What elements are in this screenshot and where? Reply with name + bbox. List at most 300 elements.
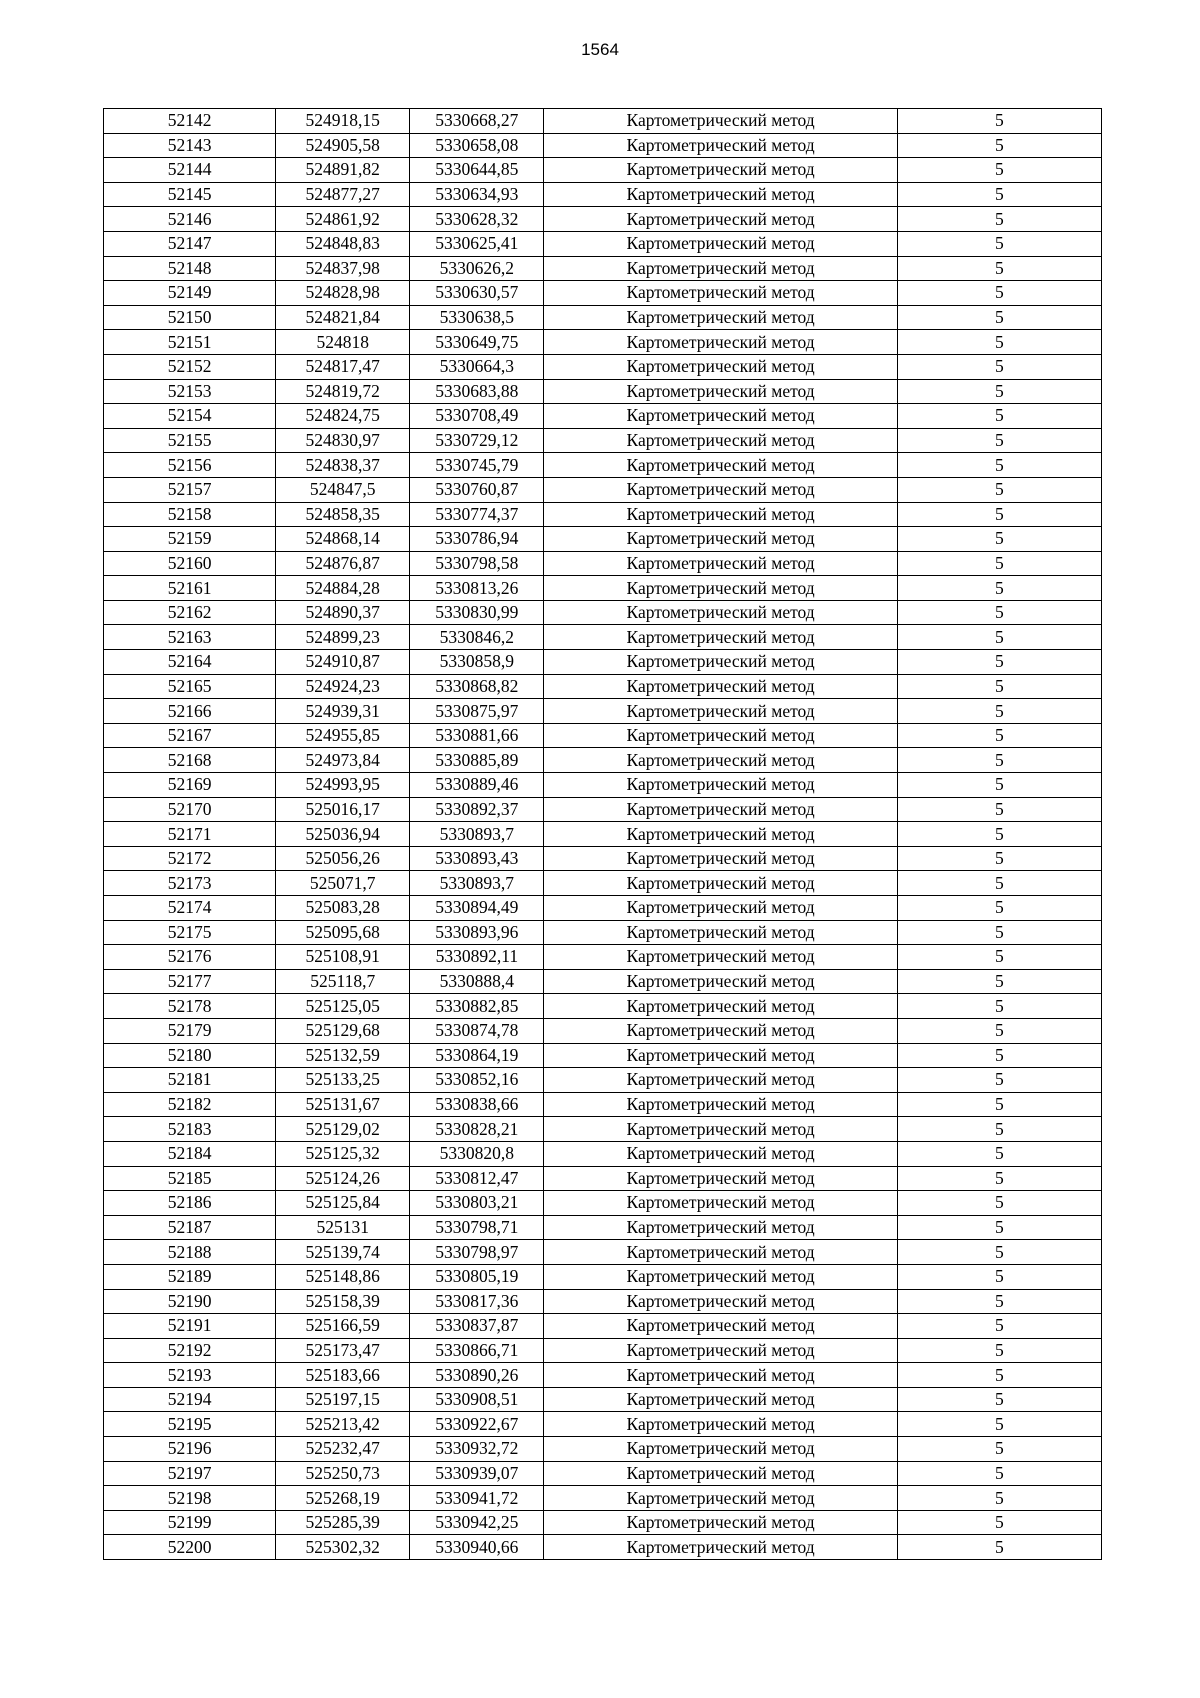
method-cell: Картометрический метод bbox=[544, 1486, 897, 1511]
table-row bbox=[104, 846, 1102, 871]
table-row bbox=[104, 1461, 1102, 1486]
point-number-cell: 52147 bbox=[104, 231, 276, 256]
accuracy-cell: 5 bbox=[897, 453, 1101, 478]
x-coordinate-cell: 524824,75 bbox=[276, 404, 410, 429]
x-coordinate-cell: 524817,47 bbox=[276, 354, 410, 379]
accuracy-cell: 5 bbox=[897, 428, 1101, 453]
point-number-cell: 52157 bbox=[104, 477, 276, 502]
method-cell: Картометрический метод bbox=[544, 502, 897, 527]
y-coordinate-cell: 5330798,97 bbox=[410, 1240, 544, 1265]
x-coordinate-cell: 524890,37 bbox=[276, 600, 410, 625]
point-number-cell: 52194 bbox=[104, 1387, 276, 1412]
accuracy-cell: 5 bbox=[897, 1068, 1101, 1093]
accuracy-cell: 5 bbox=[897, 1289, 1101, 1314]
point-number-cell: 52181 bbox=[104, 1068, 276, 1093]
accuracy-cell: 5 bbox=[897, 1018, 1101, 1043]
y-coordinate-cell: 5330888,4 bbox=[410, 969, 544, 994]
y-coordinate-cell: 5330846,2 bbox=[410, 625, 544, 650]
point-number-cell: 52182 bbox=[104, 1092, 276, 1117]
method-cell: Картометрический метод bbox=[544, 182, 897, 207]
accuracy-cell: 5 bbox=[897, 1363, 1101, 1388]
y-coordinate-cell: 5330894,49 bbox=[410, 896, 544, 921]
accuracy-cell: 5 bbox=[897, 625, 1101, 650]
y-coordinate-cell: 5330866,71 bbox=[410, 1338, 544, 1363]
accuracy-cell: 5 bbox=[897, 379, 1101, 404]
table-row bbox=[104, 945, 1102, 970]
method-cell: Картометрический метод bbox=[544, 1289, 897, 1314]
table-row bbox=[104, 1166, 1102, 1191]
y-coordinate-cell: 5330798,71 bbox=[410, 1215, 544, 1240]
y-coordinate-cell: 5330668,27 bbox=[410, 109, 544, 134]
table-row bbox=[104, 723, 1102, 748]
table-row bbox=[104, 428, 1102, 453]
point-number-cell: 52178 bbox=[104, 994, 276, 1019]
table-row bbox=[104, 773, 1102, 798]
x-coordinate-cell: 524891,82 bbox=[276, 158, 410, 183]
point-number-cell: 52196 bbox=[104, 1437, 276, 1462]
x-coordinate-cell: 525139,74 bbox=[276, 1240, 410, 1265]
x-coordinate-cell: 524830,97 bbox=[276, 428, 410, 453]
method-cell: Картометрический метод bbox=[544, 477, 897, 502]
table-row bbox=[104, 1240, 1102, 1265]
x-coordinate-cell: 524877,27 bbox=[276, 182, 410, 207]
table-row bbox=[104, 158, 1102, 183]
accuracy-cell: 5 bbox=[897, 1141, 1101, 1166]
method-cell: Картометрический метод bbox=[544, 207, 897, 232]
method-cell: Картометрический метод bbox=[544, 1264, 897, 1289]
y-coordinate-cell: 5330745,79 bbox=[410, 453, 544, 478]
table-row bbox=[104, 551, 1102, 576]
method-cell: Картометрический метод bbox=[544, 1535, 897, 1560]
method-cell: Картометрический метод bbox=[544, 133, 897, 158]
point-number-cell: 52151 bbox=[104, 330, 276, 355]
method-cell: Картометрический метод bbox=[544, 1068, 897, 1093]
point-number-cell: 52150 bbox=[104, 305, 276, 330]
table-row bbox=[104, 256, 1102, 281]
y-coordinate-cell: 5330885,89 bbox=[410, 748, 544, 773]
y-coordinate-cell: 5330941,72 bbox=[410, 1486, 544, 1511]
point-number-cell: 52190 bbox=[104, 1289, 276, 1314]
method-cell: Картометрический метод bbox=[544, 1043, 897, 1068]
accuracy-cell: 5 bbox=[897, 896, 1101, 921]
y-coordinate-cell: 5330625,41 bbox=[410, 231, 544, 256]
method-cell: Картометрический метод bbox=[544, 1412, 897, 1437]
accuracy-cell: 5 bbox=[897, 699, 1101, 724]
method-cell: Картометрический метод bbox=[544, 330, 897, 355]
table-row bbox=[104, 969, 1102, 994]
method-cell: Картометрический метод bbox=[544, 797, 897, 822]
table-row bbox=[104, 1092, 1102, 1117]
x-coordinate-cell: 525232,47 bbox=[276, 1437, 410, 1462]
y-coordinate-cell: 5330858,9 bbox=[410, 650, 544, 675]
y-coordinate-cell: 5330817,36 bbox=[410, 1289, 544, 1314]
point-number-cell: 52176 bbox=[104, 945, 276, 970]
x-coordinate-cell: 525133,25 bbox=[276, 1068, 410, 1093]
method-cell: Картометрический метод bbox=[544, 773, 897, 798]
x-coordinate-cell: 525302,32 bbox=[276, 1535, 410, 1560]
x-coordinate-cell: 524918,15 bbox=[276, 109, 410, 134]
accuracy-cell: 5 bbox=[897, 650, 1101, 675]
accuracy-cell: 5 bbox=[897, 281, 1101, 306]
y-coordinate-cell: 5330893,43 bbox=[410, 846, 544, 871]
method-cell: Картометрический метод bbox=[544, 1141, 897, 1166]
accuracy-cell: 5 bbox=[897, 1166, 1101, 1191]
y-coordinate-cell: 5330786,94 bbox=[410, 527, 544, 552]
accuracy-cell: 5 bbox=[897, 797, 1101, 822]
point-number-cell: 52171 bbox=[104, 822, 276, 847]
accuracy-cell: 5 bbox=[897, 133, 1101, 158]
x-coordinate-cell: 524876,87 bbox=[276, 551, 410, 576]
point-number-cell: 52189 bbox=[104, 1264, 276, 1289]
y-coordinate-cell: 5330813,26 bbox=[410, 576, 544, 601]
point-number-cell: 52192 bbox=[104, 1338, 276, 1363]
table-row bbox=[104, 1117, 1102, 1142]
table-row bbox=[104, 1363, 1102, 1388]
table-row bbox=[104, 182, 1102, 207]
point-number-cell: 52170 bbox=[104, 797, 276, 822]
accuracy-cell: 5 bbox=[897, 1461, 1101, 1486]
method-cell: Картометрический метод bbox=[544, 871, 897, 896]
y-coordinate-cell: 5330634,93 bbox=[410, 182, 544, 207]
point-number-cell: 52163 bbox=[104, 625, 276, 650]
x-coordinate-cell: 525108,91 bbox=[276, 945, 410, 970]
x-coordinate-cell: 525129,02 bbox=[276, 1117, 410, 1142]
method-cell: Картометрический метод bbox=[544, 1314, 897, 1339]
point-number-cell: 52153 bbox=[104, 379, 276, 404]
accuracy-cell: 5 bbox=[897, 1117, 1101, 1142]
method-cell: Картометрический метод bbox=[544, 846, 897, 871]
coordinates-table bbox=[103, 108, 1102, 1560]
x-coordinate-cell: 525268,19 bbox=[276, 1486, 410, 1511]
y-coordinate-cell: 5330708,49 bbox=[410, 404, 544, 429]
accuracy-cell: 5 bbox=[897, 1264, 1101, 1289]
y-coordinate-cell: 5330889,46 bbox=[410, 773, 544, 798]
point-number-cell: 52144 bbox=[104, 158, 276, 183]
point-number-cell: 52195 bbox=[104, 1412, 276, 1437]
point-number-cell: 52185 bbox=[104, 1166, 276, 1191]
x-coordinate-cell: 525173,47 bbox=[276, 1338, 410, 1363]
point-number-cell: 52179 bbox=[104, 1018, 276, 1043]
x-coordinate-cell: 524868,14 bbox=[276, 527, 410, 552]
x-coordinate-cell: 525118,7 bbox=[276, 969, 410, 994]
point-number-cell: 52162 bbox=[104, 600, 276, 625]
accuracy-cell: 5 bbox=[897, 674, 1101, 699]
accuracy-cell: 5 bbox=[897, 871, 1101, 896]
point-number-cell: 52154 bbox=[104, 404, 276, 429]
accuracy-cell: 5 bbox=[897, 723, 1101, 748]
x-coordinate-cell: 524905,58 bbox=[276, 133, 410, 158]
y-coordinate-cell: 5330922,67 bbox=[410, 1412, 544, 1437]
x-coordinate-cell: 525125,84 bbox=[276, 1191, 410, 1216]
y-coordinate-cell: 5330908,51 bbox=[410, 1387, 544, 1412]
x-coordinate-cell: 525131 bbox=[276, 1215, 410, 1240]
accuracy-cell: 5 bbox=[897, 1387, 1101, 1412]
y-coordinate-cell: 5330644,85 bbox=[410, 158, 544, 183]
table-row bbox=[104, 1510, 1102, 1535]
x-coordinate-cell: 524828,98 bbox=[276, 281, 410, 306]
point-number-cell: 52165 bbox=[104, 674, 276, 699]
accuracy-cell: 5 bbox=[897, 994, 1101, 1019]
accuracy-cell: 5 bbox=[897, 305, 1101, 330]
method-cell: Картометрический метод bbox=[544, 1461, 897, 1486]
y-coordinate-cell: 5330649,75 bbox=[410, 330, 544, 355]
y-coordinate-cell: 5330812,47 bbox=[410, 1166, 544, 1191]
point-number-cell: 52146 bbox=[104, 207, 276, 232]
y-coordinate-cell: 5330890,26 bbox=[410, 1363, 544, 1388]
point-number-cell: 52159 bbox=[104, 527, 276, 552]
method-cell: Картометрический метод bbox=[544, 674, 897, 699]
point-number-cell: 52191 bbox=[104, 1314, 276, 1339]
y-coordinate-cell: 5330774,37 bbox=[410, 502, 544, 527]
y-coordinate-cell: 5330932,72 bbox=[410, 1437, 544, 1462]
method-cell: Картометрический метод bbox=[544, 945, 897, 970]
method-cell: Картометрический метод bbox=[544, 1240, 897, 1265]
x-coordinate-cell: 524837,98 bbox=[276, 256, 410, 281]
x-coordinate-cell: 525129,68 bbox=[276, 1018, 410, 1043]
table-row bbox=[104, 1338, 1102, 1363]
point-number-cell: 52177 bbox=[104, 969, 276, 994]
method-cell: Картометрический метод bbox=[544, 1363, 897, 1388]
accuracy-cell: 5 bbox=[897, 1191, 1101, 1216]
method-cell: Картометрический метод bbox=[544, 527, 897, 552]
accuracy-cell: 5 bbox=[897, 1437, 1101, 1462]
point-number-cell: 52145 bbox=[104, 182, 276, 207]
accuracy-cell: 5 bbox=[897, 207, 1101, 232]
table-row bbox=[104, 354, 1102, 379]
point-number-cell: 52166 bbox=[104, 699, 276, 724]
y-coordinate-cell: 5330892,11 bbox=[410, 945, 544, 970]
method-cell: Картометрический метод bbox=[544, 404, 897, 429]
method-cell: Картометрический метод bbox=[544, 625, 897, 650]
point-number-cell: 52183 bbox=[104, 1117, 276, 1142]
point-number-cell: 52161 bbox=[104, 576, 276, 601]
x-coordinate-cell: 525036,94 bbox=[276, 822, 410, 847]
x-coordinate-cell: 524819,72 bbox=[276, 379, 410, 404]
table-row bbox=[104, 699, 1102, 724]
method-cell: Картометрический метод bbox=[544, 1387, 897, 1412]
accuracy-cell: 5 bbox=[897, 502, 1101, 527]
accuracy-cell: 5 bbox=[897, 354, 1101, 379]
method-cell: Картометрический метод bbox=[544, 969, 897, 994]
x-coordinate-cell: 525158,39 bbox=[276, 1289, 410, 1314]
accuracy-cell: 5 bbox=[897, 773, 1101, 798]
table-row bbox=[104, 650, 1102, 675]
x-coordinate-cell: 525095,68 bbox=[276, 920, 410, 945]
y-coordinate-cell: 5330820,8 bbox=[410, 1141, 544, 1166]
y-coordinate-cell: 5330838,66 bbox=[410, 1092, 544, 1117]
method-cell: Картометрический метод bbox=[544, 428, 897, 453]
table-row bbox=[104, 109, 1102, 134]
method-cell: Картометрический метод bbox=[544, 600, 897, 625]
table-row bbox=[104, 502, 1102, 527]
y-coordinate-cell: 5330893,7 bbox=[410, 871, 544, 896]
table-row bbox=[104, 871, 1102, 896]
y-coordinate-cell: 5330664,3 bbox=[410, 354, 544, 379]
method-cell: Картометрический метод bbox=[544, 1018, 897, 1043]
method-cell: Картометрический метод bbox=[544, 1166, 897, 1191]
x-coordinate-cell: 525083,28 bbox=[276, 896, 410, 921]
x-coordinate-cell: 524848,83 bbox=[276, 231, 410, 256]
point-number-cell: 52167 bbox=[104, 723, 276, 748]
point-number-cell: 52148 bbox=[104, 256, 276, 281]
table-row bbox=[104, 330, 1102, 355]
y-coordinate-cell: 5330852,16 bbox=[410, 1068, 544, 1093]
accuracy-cell: 5 bbox=[897, 846, 1101, 871]
table-row bbox=[104, 748, 1102, 773]
table-row bbox=[104, 1412, 1102, 1437]
y-coordinate-cell: 5330864,19 bbox=[410, 1043, 544, 1068]
point-number-cell: 52187 bbox=[104, 1215, 276, 1240]
method-cell: Картометрический метод bbox=[544, 1510, 897, 1535]
method-cell: Картометрический метод bbox=[544, 231, 897, 256]
point-number-cell: 52142 bbox=[104, 109, 276, 134]
point-number-cell: 52169 bbox=[104, 773, 276, 798]
accuracy-cell: 5 bbox=[897, 600, 1101, 625]
accuracy-cell: 5 bbox=[897, 330, 1101, 355]
x-coordinate-cell: 524973,84 bbox=[276, 748, 410, 773]
y-coordinate-cell: 5330683,88 bbox=[410, 379, 544, 404]
accuracy-cell: 5 bbox=[897, 109, 1101, 134]
table-row bbox=[104, 1289, 1102, 1314]
y-coordinate-cell: 5330828,21 bbox=[410, 1117, 544, 1142]
table-row bbox=[104, 1018, 1102, 1043]
x-coordinate-cell: 524910,87 bbox=[276, 650, 410, 675]
y-coordinate-cell: 5330881,66 bbox=[410, 723, 544, 748]
table-row bbox=[104, 404, 1102, 429]
point-number-cell: 52158 bbox=[104, 502, 276, 527]
table-row bbox=[104, 576, 1102, 601]
accuracy-cell: 5 bbox=[897, 1486, 1101, 1511]
point-number-cell: 52198 bbox=[104, 1486, 276, 1511]
x-coordinate-cell: 524924,23 bbox=[276, 674, 410, 699]
point-number-cell: 52175 bbox=[104, 920, 276, 945]
x-coordinate-cell: 525285,39 bbox=[276, 1510, 410, 1535]
table-row bbox=[104, 1264, 1102, 1289]
table-row bbox=[104, 1068, 1102, 1093]
table-row bbox=[104, 1141, 1102, 1166]
table-row bbox=[104, 281, 1102, 306]
table-row bbox=[104, 1437, 1102, 1462]
method-cell: Картометрический метод bbox=[544, 281, 897, 306]
y-coordinate-cell: 5330658,08 bbox=[410, 133, 544, 158]
x-coordinate-cell: 524955,85 bbox=[276, 723, 410, 748]
method-cell: Картометрический метод bbox=[544, 1191, 897, 1216]
x-coordinate-cell: 524899,23 bbox=[276, 625, 410, 650]
method-cell: Картометрический метод bbox=[544, 822, 897, 847]
method-cell: Картометрический метод bbox=[544, 994, 897, 1019]
x-coordinate-cell: 524858,35 bbox=[276, 502, 410, 527]
table-row bbox=[104, 1387, 1102, 1412]
table-row bbox=[104, 207, 1102, 232]
point-number-cell: 52188 bbox=[104, 1240, 276, 1265]
accuracy-cell: 5 bbox=[897, 1535, 1101, 1560]
y-coordinate-cell: 5330798,58 bbox=[410, 551, 544, 576]
method-cell: Картометрический метод bbox=[544, 748, 897, 773]
point-number-cell: 52200 bbox=[104, 1535, 276, 1560]
x-coordinate-cell: 524939,31 bbox=[276, 699, 410, 724]
method-cell: Картометрический метод bbox=[544, 158, 897, 183]
accuracy-cell: 5 bbox=[897, 1338, 1101, 1363]
x-coordinate-cell: 525166,59 bbox=[276, 1314, 410, 1339]
method-cell: Картометрический метод bbox=[544, 1338, 897, 1363]
method-cell: Картометрический метод bbox=[544, 1437, 897, 1462]
accuracy-cell: 5 bbox=[897, 1314, 1101, 1339]
table-row bbox=[104, 1191, 1102, 1216]
accuracy-cell: 5 bbox=[897, 158, 1101, 183]
y-coordinate-cell: 5330874,78 bbox=[410, 1018, 544, 1043]
x-coordinate-cell: 524884,28 bbox=[276, 576, 410, 601]
method-cell: Картометрический метод bbox=[544, 379, 897, 404]
y-coordinate-cell: 5330892,37 bbox=[410, 797, 544, 822]
accuracy-cell: 5 bbox=[897, 1215, 1101, 1240]
point-number-cell: 52155 bbox=[104, 428, 276, 453]
accuracy-cell: 5 bbox=[897, 748, 1101, 773]
y-coordinate-cell: 5330638,5 bbox=[410, 305, 544, 330]
method-cell: Картометрический метод bbox=[544, 1117, 897, 1142]
table-row bbox=[104, 797, 1102, 822]
y-coordinate-cell: 5330837,87 bbox=[410, 1314, 544, 1339]
x-coordinate-cell: 524847,5 bbox=[276, 477, 410, 502]
x-coordinate-cell: 525016,17 bbox=[276, 797, 410, 822]
table-row bbox=[104, 379, 1102, 404]
method-cell: Картометрический метод bbox=[544, 109, 897, 134]
table-row bbox=[104, 896, 1102, 921]
table-row bbox=[104, 133, 1102, 158]
table-row bbox=[104, 1043, 1102, 1068]
y-coordinate-cell: 5330626,2 bbox=[410, 256, 544, 281]
accuracy-cell: 5 bbox=[897, 231, 1101, 256]
point-number-cell: 52174 bbox=[104, 896, 276, 921]
accuracy-cell: 5 bbox=[897, 551, 1101, 576]
y-coordinate-cell: 5330882,85 bbox=[410, 994, 544, 1019]
accuracy-cell: 5 bbox=[897, 822, 1101, 847]
accuracy-cell: 5 bbox=[897, 1510, 1101, 1535]
method-cell: Картометрический метод bbox=[544, 1215, 897, 1240]
y-coordinate-cell: 5330729,12 bbox=[410, 428, 544, 453]
table-row bbox=[104, 305, 1102, 330]
x-coordinate-cell: 525071,7 bbox=[276, 871, 410, 896]
x-coordinate-cell: 525056,26 bbox=[276, 846, 410, 871]
x-coordinate-cell: 524821,84 bbox=[276, 305, 410, 330]
method-cell: Картометрический метод bbox=[544, 354, 897, 379]
x-coordinate-cell: 525197,15 bbox=[276, 1387, 410, 1412]
table-row bbox=[104, 1314, 1102, 1339]
y-coordinate-cell: 5330628,32 bbox=[410, 207, 544, 232]
table-row bbox=[104, 625, 1102, 650]
y-coordinate-cell: 5330939,07 bbox=[410, 1461, 544, 1486]
x-coordinate-cell: 524993,95 bbox=[276, 773, 410, 798]
x-coordinate-cell: 524861,92 bbox=[276, 207, 410, 232]
table-row bbox=[104, 527, 1102, 552]
point-number-cell: 52197 bbox=[104, 1461, 276, 1486]
accuracy-cell: 5 bbox=[897, 182, 1101, 207]
method-cell: Картометрический метод bbox=[544, 896, 897, 921]
accuracy-cell: 5 bbox=[897, 945, 1101, 970]
accuracy-cell: 5 bbox=[897, 1043, 1101, 1068]
table-row bbox=[104, 477, 1102, 502]
accuracy-cell: 5 bbox=[897, 404, 1101, 429]
table-row bbox=[104, 231, 1102, 256]
table-row bbox=[104, 822, 1102, 847]
table-row bbox=[104, 1215, 1102, 1240]
y-coordinate-cell: 5330830,99 bbox=[410, 600, 544, 625]
accuracy-cell: 5 bbox=[897, 920, 1101, 945]
table-row bbox=[104, 600, 1102, 625]
point-number-cell: 52143 bbox=[104, 133, 276, 158]
accuracy-cell: 5 bbox=[897, 1092, 1101, 1117]
method-cell: Картометрический метод bbox=[544, 256, 897, 281]
method-cell: Картометрический метод bbox=[544, 305, 897, 330]
